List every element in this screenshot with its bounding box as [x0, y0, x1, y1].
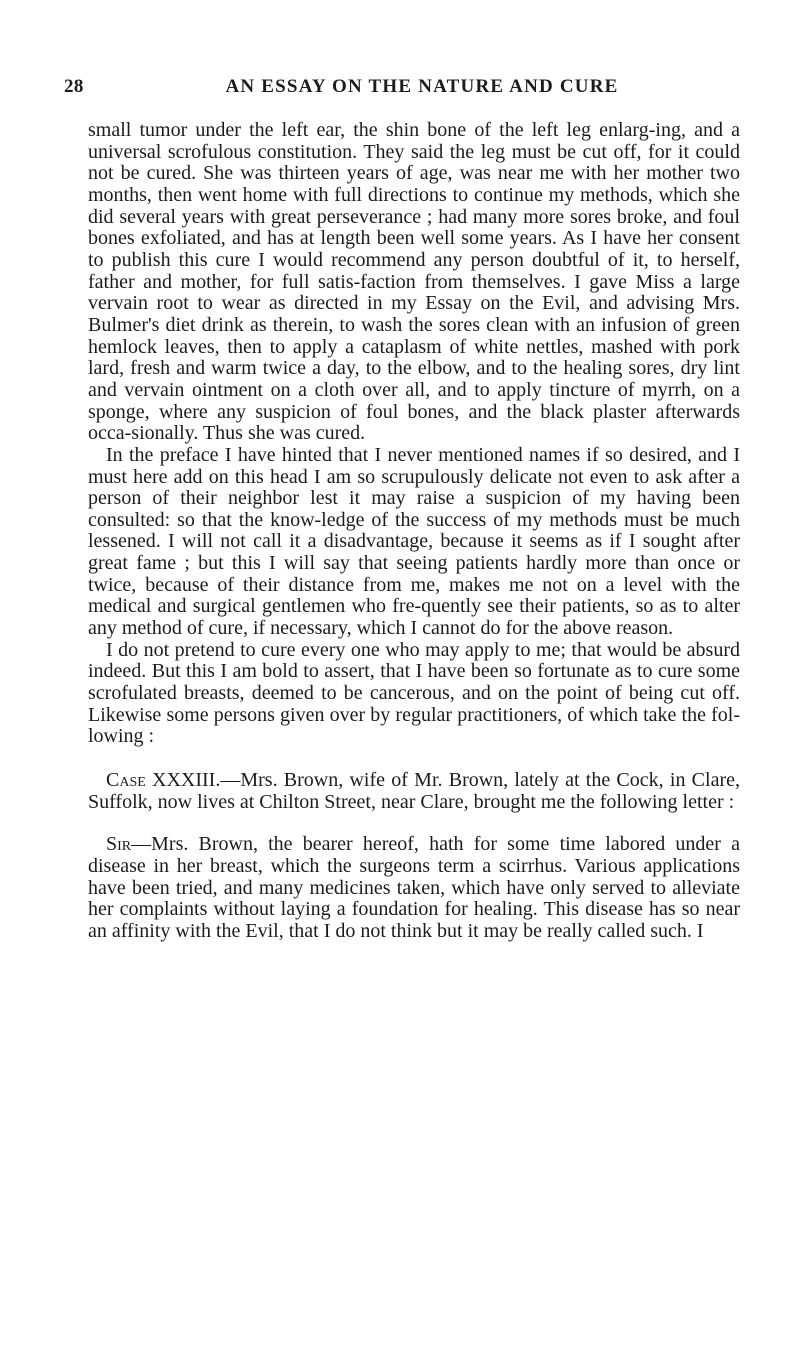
running-head: [64, 76, 740, 100]
letter-paragraph: [88, 834, 740, 942]
page-number: 28: [64, 76, 84, 97]
running-title: AN ESSAY ON THE NATURE AND CURE: [225, 76, 619, 97]
case-paragraph: [88, 770, 740, 813]
case-text: —Mrs. Brown, wife of Mr. Brown, lately at the Cock, in Clare, Suffolk, now lives at Chilton Street, near Clare, brought me the following letter :: [88, 769, 740, 813]
letter-salutation: Sir: [106, 833, 132, 856]
paragraph-preface-note: In the preface I have hinted that I never mentioned names if so desired, and I must here add on this head I am so scrupulously delicate not even to ask after a person of their neighbor lest it may raise a suspicion of my having been consulted: so that the know-ledge of the success of my methods must be much lessened. I will not call it a disadvantage, because it seems as if I sought after great fame ; but this I will say that seeing patients hardly more than once or twice, because of their distance from me, makes me not on a level with the medical and surgical gentlemen who fre-quently see their patients, so as to alter any method of cure, if necessary, which I cannot do for the above reason.: [88, 443, 740, 640]
paragraph-continued: small tumor under the left ear, the shin bone of the left leg enlarg-ing, and a universal scrofulous constitution. They said the leg must be cut off, for it could not be cured. She was thirteen years of age, was near me with her mother two months, then went home with full directions to continue my methods, which she did several years with great perseverance ; had many more sores broke, and foul bones exfoliated, and has at length been well some years. As I have her consent to publish this cure I would recommend any person doubtful of it, to herself, father and mother, for full satis-faction from themselves. I gave Miss a large vervain root to wear as directed in my Essay on the Evil, and advising Mrs. Bulmer's diet drink as therein, to wash the sores clean with an infusion of green hemlock leaves, then to apply a cataplasm of white nettles, mashed with pork lard, fresh and warm twice a day, to the elbow, and to the healing sores, dry lint and vervain ointment on a cloth over all, and to apply tincture of myrrh, on a sponge, where any suspicion of foul bones, and the black plaster afterwards occa-sionally. Thus she was cured.: [88, 119, 740, 445]
letter-text: —Mrs. Brown, the bearer hereof, hath for some time labored under a disease in her breast, which the surgeons term a scirrhus. Various applications have been tried, and many medicines taken, which have only served to alleviate her complaints without laying a foundation for healing. This disease has so near an affinity with the Evil, that I do not think but it may be really called such. I: [88, 833, 740, 942]
paragraph-cure-claim: I do not pretend to cure every one who may apply to me; that would be absurd indeed. But this I am bold to assert, that I have been so fortunate as to cure some scrofulated breasts, deemed to be cancerous, and on the point of being cut off. Likewise some persons given over by regular practitioners, of which take the fol-lowing :: [88, 638, 740, 748]
case-label: Case XXXIII.: [106, 769, 221, 792]
body-text: [88, 120, 740, 943]
